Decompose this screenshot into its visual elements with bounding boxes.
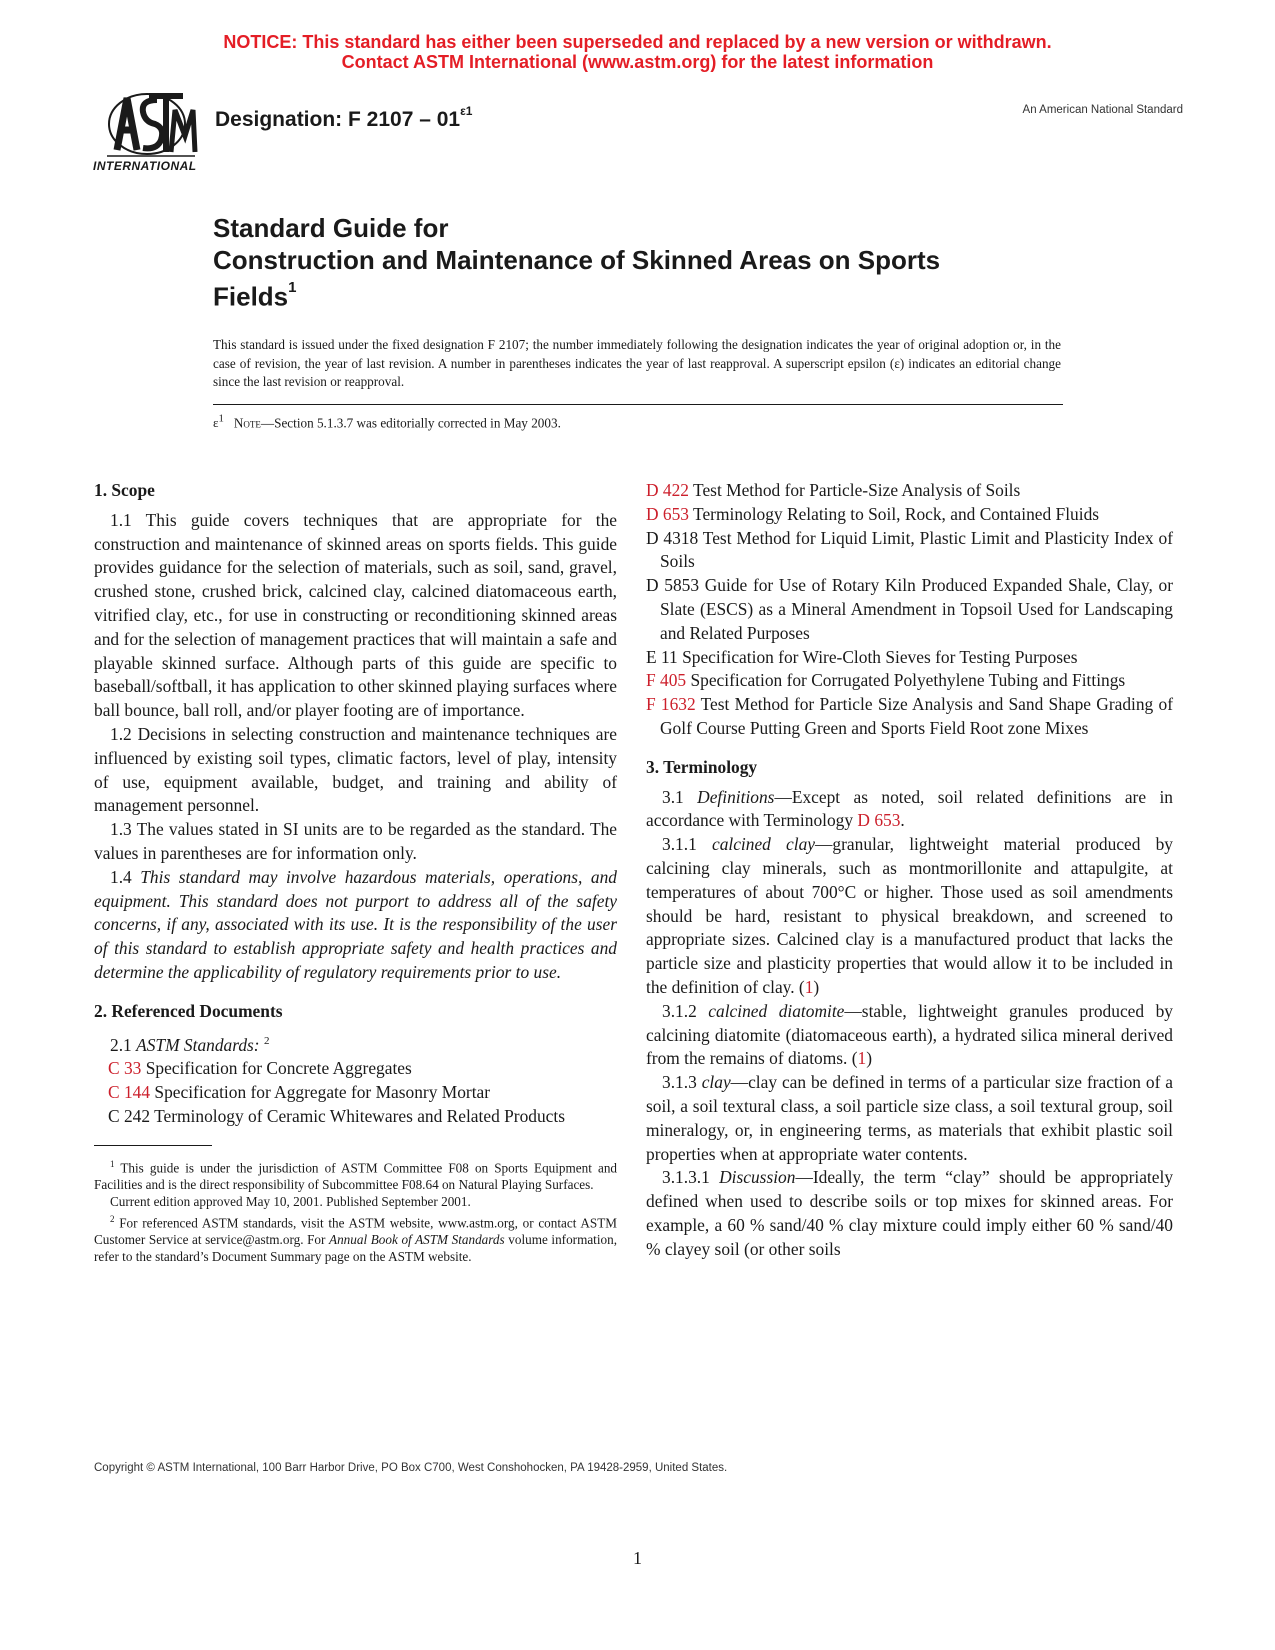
editorial-epsilon [213, 415, 224, 430]
para-1-2: 1.2 Decisions in selecting construction and maintenance techniques are influenced by existing soil types, climatic factors, level of play, intensity of use, equipment available, budget, and training and ability of management personnel. [94, 723, 617, 816]
para-number: 3.1.1 [662, 834, 712, 855]
editorial-note [213, 404, 1063, 431]
reference-title: Test Method for Particle Size Analysis and Sand Shape Grading of Golf Course Putting Green and Sports Field Root zone Mixes [660, 694, 1173, 738]
para-number: 3.1.3.1 [662, 1167, 720, 1188]
title-line-2: Construction and Maintenance of Skinned Areas on Sports [213, 245, 941, 275]
reference-item [94, 1081, 617, 1105]
epsilon-symbol: ε [213, 415, 219, 431]
para-2-1-number: 2.1 [110, 1034, 137, 1055]
para-1-4-number: 1.4 [110, 866, 141, 887]
reference-item [646, 646, 1173, 670]
notice-line-2: Contact ASTM International (www.astm.org) for the latest information [341, 52, 934, 72]
definition-text: —Except as noted, soil related definitions are in accordance with Terminology [646, 786, 1174, 831]
terminology-heading: 3. Terminology [646, 756, 758, 777]
punctuation: . [900, 810, 905, 831]
astm-logo [93, 86, 205, 186]
reference-title: Guide for Use of Rotary Kiln Produced Expanded Shale, Clay, or Slate (ESCS) as a Mineral Amendment in Topsoil Used for Landscaping and Related Purposes [660, 575, 1173, 643]
logo-international-text: INTERNATIONAL [93, 159, 197, 173]
astm-standards-footnote-mark: 2 [263, 1034, 270, 1047]
reference-item [646, 527, 1173, 575]
reference-title: Terminology of Ceramic Whitewares and Related Products [154, 1105, 565, 1126]
definition-text: —stable, lightweight granules produced by calcining diatomite (diatomaceous earth), a hydrated silica mineral derived from the remains of diatoms. ( [646, 1000, 1173, 1069]
bibliography-link[interactable]: 1 [804, 976, 814, 997]
term: clay [701, 1072, 731, 1093]
reference-link-f405[interactable]: F 405 [646, 670, 687, 691]
reference-item [646, 574, 1173, 645]
footnote-1 [94, 1156, 617, 1194]
note-text: —Section 5.1.3.7 was editorially corrected in May 2003. [260, 415, 561, 431]
reference-title: Test Method for Particle-Size Analysis of Soils [693, 480, 1021, 500]
reference-link-c144[interactable]: C 144 [108, 1081, 151, 1102]
footnote-2-italic: Annual Book of ASTM Standards [329, 1232, 505, 1248]
title-line-1: Standard Guide for [213, 213, 449, 243]
issuance-statement: This standard is issued under the fixed designation F 2107; the number immediately following the designation indicates the year of original adoption or, in the case of revision, the year of last revision. A number in parentheses indicates the year of last reapproval. A superscript epsilon (ε) indicates an editorial change since the last revision or reapproval. [213, 337, 1061, 389]
designation [215, 104, 473, 132]
referenced-documents-heading: 2. Referenced Documents [94, 1000, 283, 1021]
para-number: 3.1.2 [662, 1000, 709, 1021]
notice-line-1: NOTICE: This standard has either been superseded and replaced by a new version or withdrawn. [223, 32, 1052, 52]
footnote-2-text-a: For referenced ASTM standards, visit the ASTM website, www.astm.org, or contact ASTM Customer Service at service@astm.org. For [94, 1214, 617, 1248]
reference-title: Test Method for Liquid Limit, Plastic Limit and Plasticity Index of Soils [660, 527, 1173, 572]
para-1-4 [94, 866, 617, 985]
reference-link-d422[interactable]: D 422 [646, 480, 689, 500]
para-3-1-1 [646, 833, 1173, 1000]
reference-link-f1632[interactable]: F 1632 [646, 694, 696, 715]
para-3-1-2 [646, 1000, 1173, 1071]
para-number: 3.1 [662, 786, 698, 807]
right-column [646, 479, 1173, 1262]
reference-item [94, 1057, 617, 1081]
designation-epsilon: ε1 [460, 104, 473, 118]
reference-item [646, 503, 1173, 527]
para-3-1-3-1 [646, 1166, 1173, 1261]
term: Definitions [697, 786, 775, 807]
definition-text: —clay can be defined in terms of a particular size fraction of a soil, a soil textural class, a soil particle size class, a soil textural group, soil mineralogy, or, in engineering terms, as materials that exhibit plastic soil properties when at appropriate water contents. [646, 1072, 1173, 1164]
reference-link-d653[interactable]: D 653 [646, 503, 689, 524]
term: calcined clay [711, 834, 816, 855]
footnote-2 [94, 1211, 617, 1266]
footnote-1-edition: Current edition approved May 10, 2001. Published September 2001. [110, 1194, 471, 1210]
reference-item [94, 1105, 617, 1129]
footnote-2-text-b: volume information, refer to the standard’s Document Summary page on the ASTM website. [94, 1232, 617, 1265]
reference-code-d4318: D 4318 [646, 527, 699, 548]
definition-text: —granular, lightweight material produced by calcining clay minerals, such as montmorillonite and attapulgite, at temperatures of about 700°C or higher. Those used as soil amendments should be hard, resistant to physical breakdown, and screened to appropriate sizes. Calcined clay is a manufactured product that lacks the particle size and plasticity properties that would allow it to be included in the definition of clay. ( [646, 834, 1174, 997]
term: calcined diatomite [708, 1000, 845, 1021]
punctuation: ) [813, 976, 820, 997]
reference-title: Terminology Relating to Soil, Rock, and Contained Fluids [693, 503, 1100, 524]
bibliography-link[interactable]: 1 [857, 1048, 867, 1069]
reference-item [646, 669, 1173, 693]
reference-item [646, 479, 1173, 503]
note-label: Note [233, 415, 261, 431]
reference-link-c33[interactable]: C 33 [108, 1058, 142, 1079]
footnote-1-text: This guide is under the jurisdiction of ASTM Committee F08 on Sports Equipment and Facilities and is the direct responsibility of Subcommittee F08.64 on Natural Playing Surfaces. [94, 1159, 618, 1193]
reference-title: Specification for Corrugated Polyethylene Tubing and Fittings [690, 670, 1126, 691]
left-column [94, 479, 617, 1266]
punctuation: ) [866, 1048, 873, 1069]
epsilon-sup: 1 [218, 413, 224, 425]
reference-item [646, 693, 1173, 741]
reference-code-e11: E 11 [646, 646, 678, 667]
designation-text: Designation: F 2107 – 01 [215, 108, 461, 131]
page-number: 1 [633, 1548, 642, 1568]
document-title [213, 212, 1113, 313]
definition-text: —Ideally, the term “clay” should be appropriately defined when used to describe soils or top mixes for skinned areas. For example, a 60 % sand/40 % clay mixture could imply either 60 % sand/40 % clayey soil (or other soils [646, 1167, 1174, 1259]
para-1-1: 1.1 This guide covers techniques that are appropriate for the construction and maintenance of skinned areas on sports fields. This guide provides guidance for the selection of materials, such as soil, sand, gravel, crushed stone, crushed brick, calcined clay, calcined diatomaceous earth, vitrified clay, etc., for use in constructing or reconditioning skinned areas and for the selection of management practices that will maintain a safe and playable skinned surface. Although parts of this guide are specific to baseball/softball, it has application to other skinned playing surfaces where ball bounce, ball roll, and/or player footing are of importance. [94, 509, 617, 721]
para-number: 3.1.3 [662, 1072, 702, 1093]
footnote-divider [94, 1145, 212, 1146]
copyright-notice: Copyright © ASTM International, 100 Barr Harbor Drive, PO Box C700, West Conshohocken, PA 19428-2959, United States. [94, 1462, 728, 1474]
reference-link-d653-inline[interactable]: D 653 [857, 810, 901, 831]
american-national-standard: An American National Standard [1022, 104, 1183, 116]
footnote-2-mark: 2 [110, 1213, 115, 1224]
scope-heading: 1. Scope [94, 480, 155, 500]
para-2-1 [94, 1030, 617, 1058]
reference-title: Specification for Concrete Aggregates [145, 1058, 412, 1079]
reference-code-c242: C 242 [108, 1105, 151, 1126]
para-3-1 [646, 786, 1173, 834]
para-1-3: 1.3 The values stated in SI units are to be regarded as the standard. The values in parentheses are for information only. [94, 819, 617, 863]
reference-code-d5853: D 5853 [646, 575, 700, 596]
title-footnote-mark: 1 [288, 279, 297, 296]
term: Discussion [719, 1167, 796, 1188]
withdrawal-notice [0, 32, 1275, 72]
para-3-1-3 [646, 1071, 1173, 1166]
reference-title: Specification for Aggregate for Masonry Mortar [154, 1081, 491, 1102]
title-line-3: Fields [213, 281, 289, 312]
para-1-4-text: This standard may involve hazardous materials, operations, and equipment. This standard does not purport to address all of the safety concerns, if any, associated with its use. It is the responsibility of the user of this standard to establish appropriate safety and health practices and determine the applicability of regulatory requirements prior to use. [94, 866, 617, 982]
astm-standards-label: ASTM Standards: [136, 1034, 260, 1055]
reference-title: Specification for Wire-Cloth Sieves for Testing Purposes [682, 646, 1078, 667]
footnote-1-mark: 1 [110, 1158, 115, 1169]
